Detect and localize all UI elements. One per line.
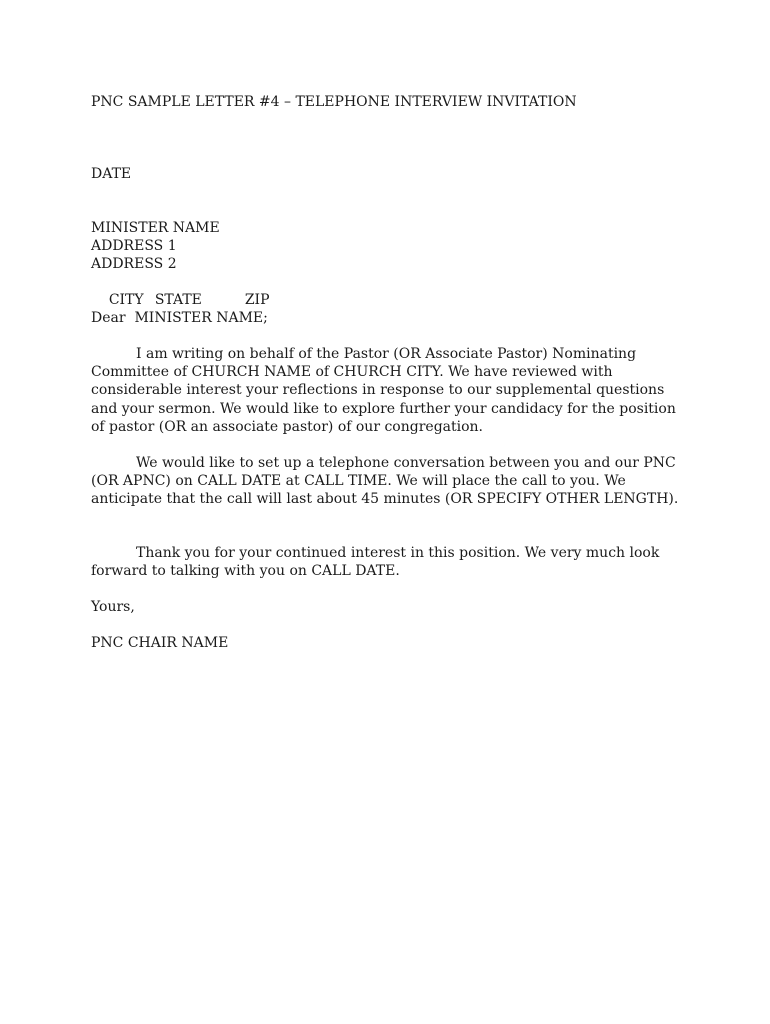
recipient-address-1: ADDRESS 1 xyxy=(91,238,177,254)
recipient-city: CITY xyxy=(108,292,144,308)
recipient-address-2: ADDRESS 2 xyxy=(91,256,177,272)
body-paragraph-1-text: I am writing on behalf of the Pastor (OR Associate Pastor) Nominating Committee of CHURCH NAME of CHURCH CITY. We have reviewed with considerable interest your reflections in response to our supplemental questions and your sermon. We would like to explore further your candidacy for the position of pastor (OR an associate pastor) of our congregation. xyxy=(91,346,676,435)
salutation: Dear MINISTER NAME; xyxy=(91,310,268,326)
recipient-zip: ZIP xyxy=(244,292,270,308)
letter-date: DATE xyxy=(91,166,132,182)
recipient-state: STATE xyxy=(154,292,202,308)
body-paragraph-3 xyxy=(91,544,691,580)
closing: Yours, xyxy=(91,599,135,615)
signature: PNC CHAIR NAME xyxy=(91,635,229,651)
body-paragraph-2 xyxy=(91,454,691,509)
body-paragraph-3-text: Thank you for your continued interest in this position. We very much look forward to talking with you on CALL DATE. xyxy=(91,545,660,580)
body-paragraph-2-text: We would like to set up a telephone conversation between you and our PNC (OR APNC) on CALL DATE at CALL TIME. We will place the call to you. We anticipate that the call will last about 45 minutes (OR SPECIFY OTHER LENGTH). xyxy=(91,455,679,508)
recipient-name: MINISTER NAME xyxy=(91,220,220,236)
document-title: PNC SAMPLE LETTER #4 – TELEPHONE INTERVIEW INVITATION xyxy=(91,94,577,110)
body-paragraph-1 xyxy=(91,345,691,436)
